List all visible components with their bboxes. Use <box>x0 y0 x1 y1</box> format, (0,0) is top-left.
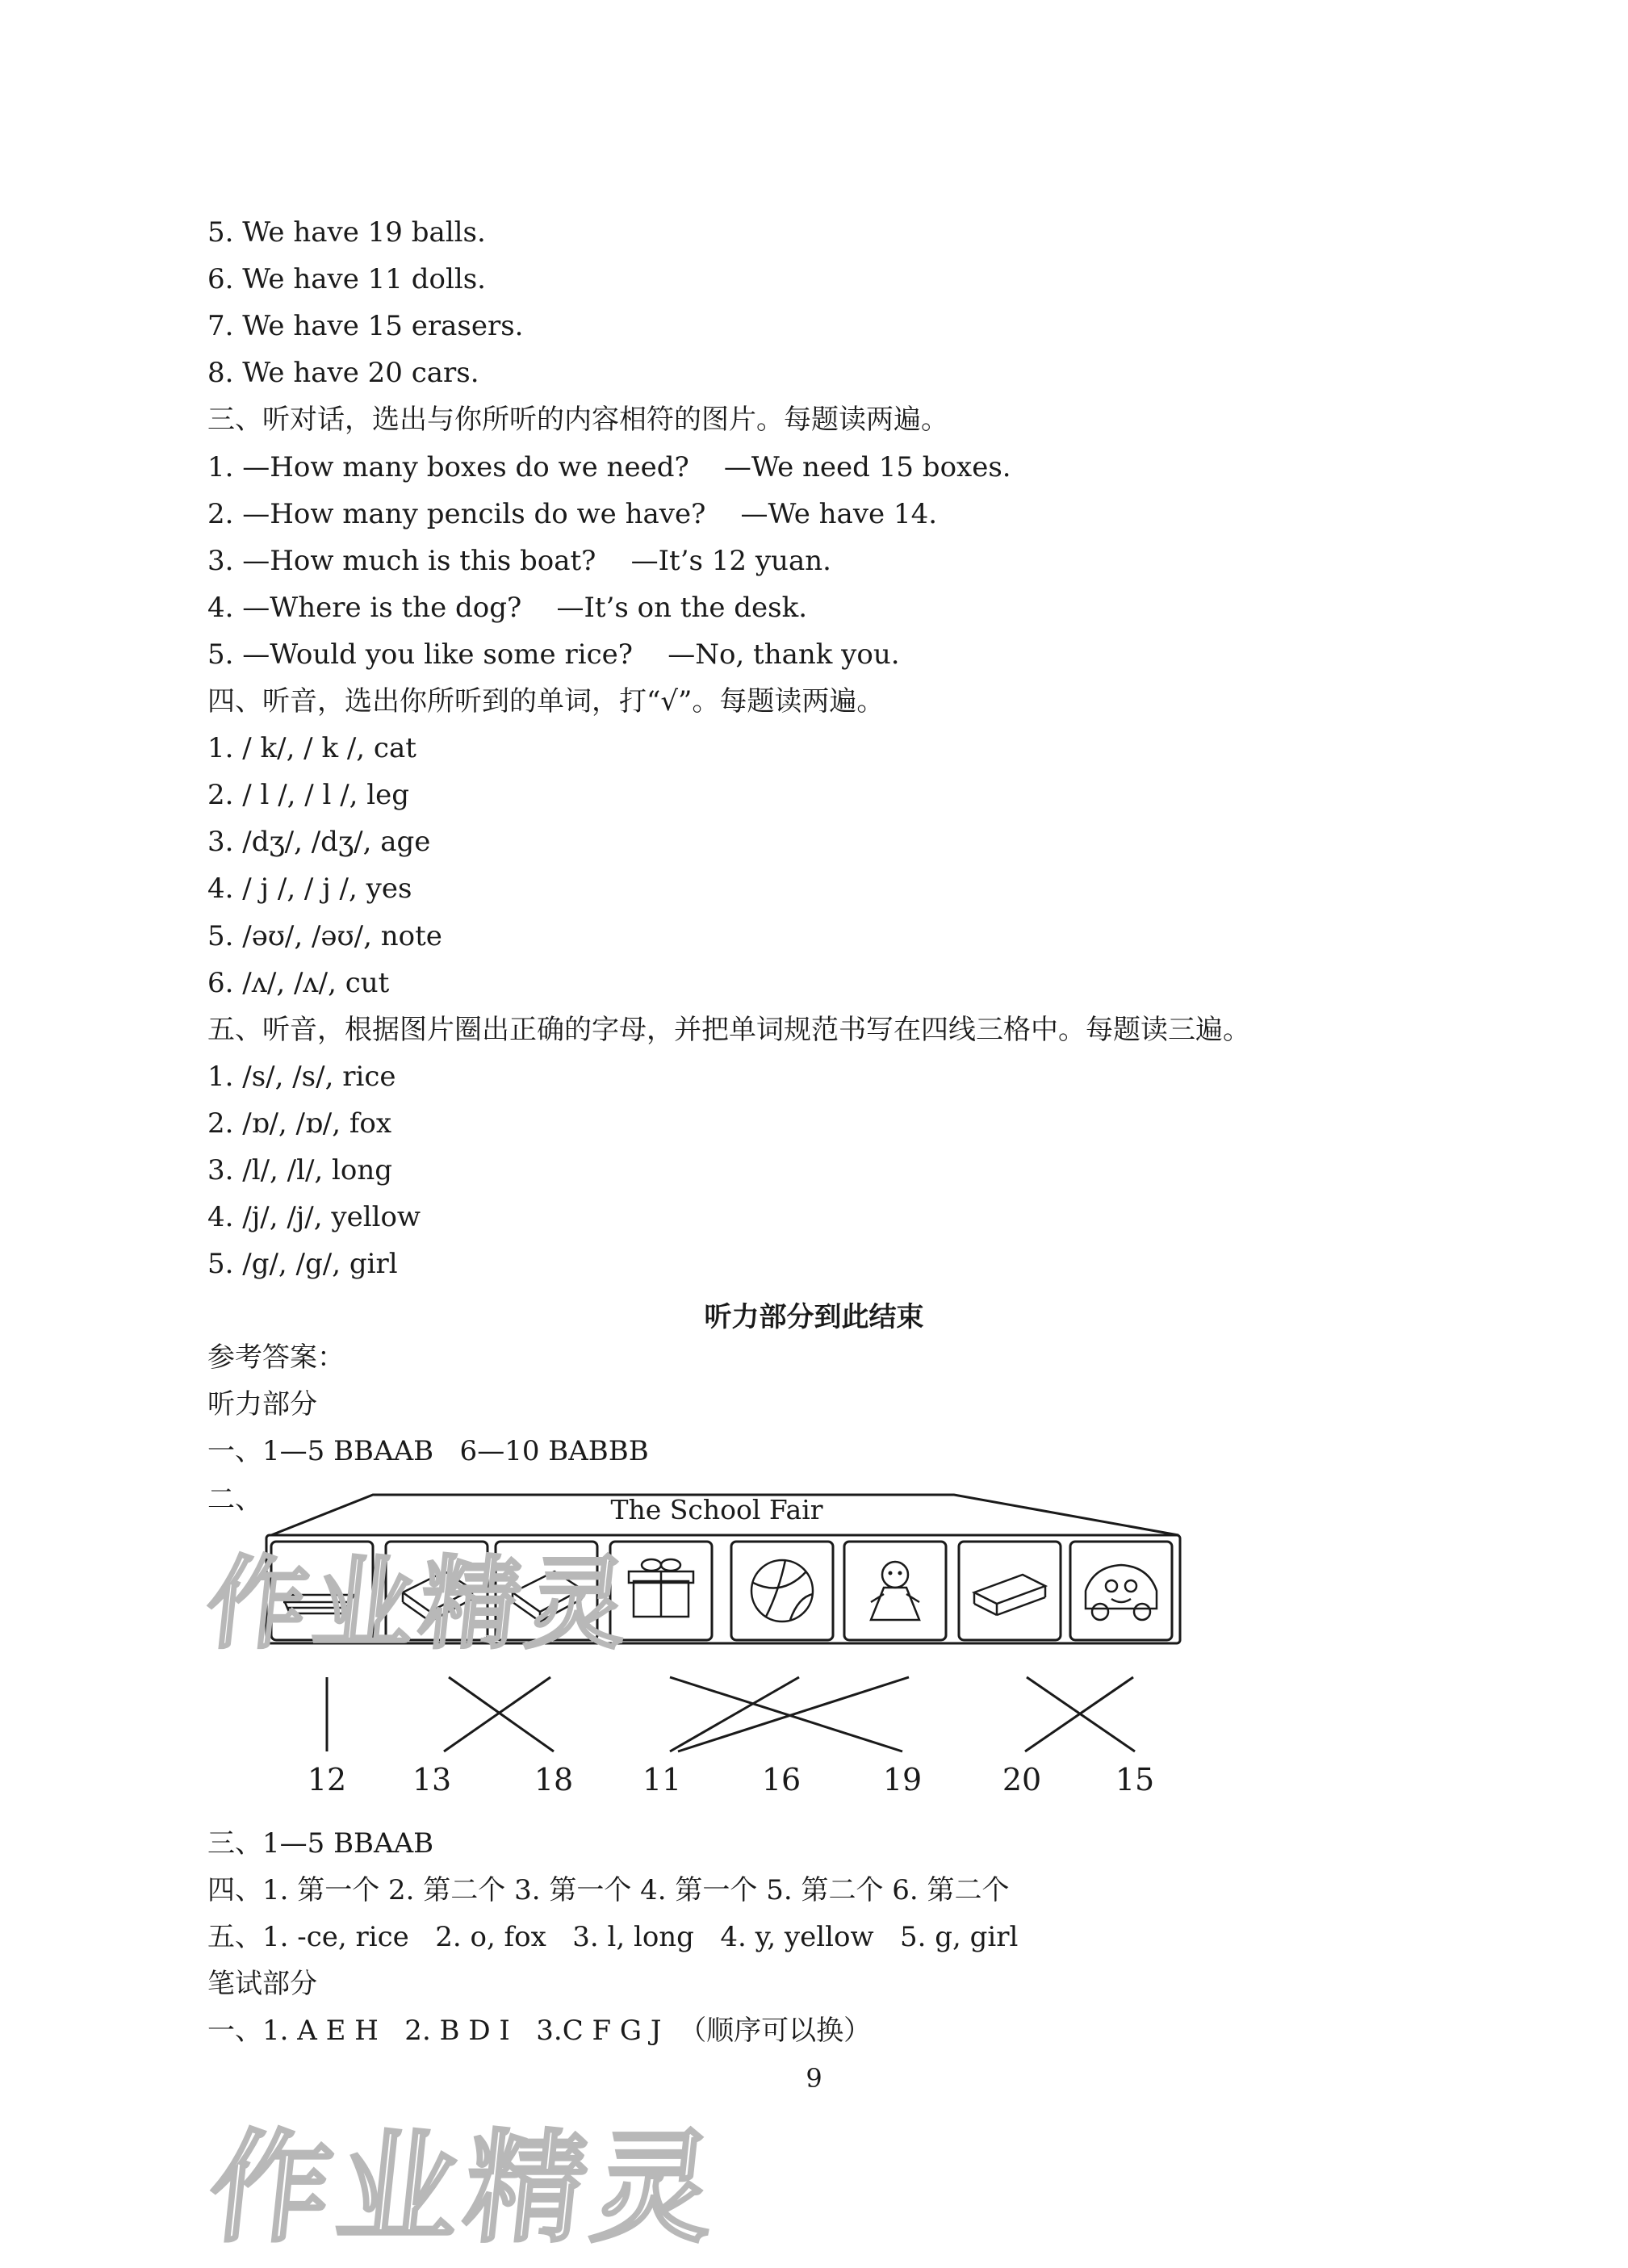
sentence-line: 6. We have 11 dolls. <box>207 263 486 295</box>
phonics-line: 6. /ʌ/, /ʌ/, cut <box>207 967 390 999</box>
match-line-3 <box>444 1677 550 1751</box>
answer-number-6: 19 <box>882 1762 923 1797</box>
car-picture-8 <box>1070 1542 1172 1640</box>
match-line-6 <box>678 1677 909 1751</box>
answer-part-one: 一、1—5 BBAAB 6—10 BABBB <box>207 1435 649 1467</box>
answer-number-1: 12 <box>307 1762 347 1797</box>
phonics-line: 3. /dʒ/, /dʒ/, age <box>207 826 431 858</box>
listening-end-heading: 听力部分到此结束 <box>704 1301 924 1333</box>
dialogue-line: 4. —Where is the dog? —It’s on the desk. <box>207 592 808 624</box>
match-line-2 <box>449 1677 554 1751</box>
written-part-one: 一、1. A E H 2. B D I 3.C F G J （顺序可以换） <box>207 2015 872 2047</box>
figure-title: The School Fair <box>610 1494 823 1525</box>
dialogue-line: 5. —Would you like some rice? —No, thank you. <box>207 638 900 671</box>
answers-heading: 参考答案： <box>207 1341 345 1374</box>
dialogue-line: 2. —How many pencils do we have? —We have 14. <box>207 498 938 530</box>
match-line-5 <box>670 1677 799 1751</box>
sentence-line: 5. We have 19 balls. <box>207 216 486 249</box>
answer-number-8: 15 <box>1115 1762 1155 1797</box>
sentence-line: 7. We have 15 erasers. <box>207 310 524 342</box>
phonics-line: 2. /ɒ/, /ɒ/, fox <box>207 1107 392 1140</box>
answer-part-four: 四、1. 第一个 2. 第二个 3. 第一个 4. 第一个 5. 第二个 6. 第二个 <box>207 1874 1010 1906</box>
section-five-heading: 五、听音，根据图片圈出正确的字母，并把单词规范书写在四线三格中。每题读三遍。 <box>207 1014 1250 1046</box>
doll-picture-6 <box>844 1542 946 1640</box>
answer-part-two-label: 二、 <box>207 1483 262 1516</box>
dialogue-line: 3. —How much is this boat? —It’s 12 yuan. <box>207 545 831 577</box>
phonics-line: 3. /l/, /l/, long <box>207 1154 393 1186</box>
answer-number-7: 20 <box>1002 1762 1042 1797</box>
written-part-title: 笔试部分 <box>207 1968 317 2000</box>
phonics-line: 5. /əʊ/, /əʊ/, note <box>207 920 442 952</box>
listening-part-title: 听力部分 <box>207 1388 317 1421</box>
match-line-4 <box>670 1677 902 1751</box>
answer-number-4: 11 <box>642 1762 682 1797</box>
section-four-heading: 四、听音，选出你所听到的单词，打“√”。每题读两遍。 <box>207 685 885 718</box>
answer-part-five: 五、1. -ce, rice 2. o, fox 3. l, long 4. y, yellow 5. g, girl <box>207 1921 1019 1953</box>
sentence-line: 8. We have 20 cars. <box>207 357 479 389</box>
watermark-bottom: 作业精灵 <box>203 2119 728 2259</box>
dialogue-line: 1. —How many boxes do we need? —We need 15 boxes. <box>207 451 1011 483</box>
phonics-line: 4. /j/, /j/, yellow <box>207 1201 421 1233</box>
page-number: 9 <box>806 2063 822 2094</box>
answer-number-3: 18 <box>534 1762 574 1797</box>
phonics-line: 1. / k/, / k /, cat <box>207 732 416 764</box>
eraser-picture-7 <box>959 1542 1061 1640</box>
phonics-line: 2. / l /, / l /, leg <box>207 779 410 811</box>
phonics-line: 5. /g/, /g/, girl <box>207 1248 398 1280</box>
watermark-top: 作业精灵 <box>201 1546 640 1663</box>
answer-number-2: 13 <box>412 1762 452 1797</box>
phonics-line: 1. /s/, /s/, rice <box>207 1061 396 1093</box>
phonics-line: 4. / j /, / j /, yes <box>207 872 412 905</box>
ball-picture-5 <box>731 1542 833 1640</box>
answer-part-three: 三、1—5 BBAAB <box>207 1827 434 1860</box>
section-three-heading: 三、听对话，选出与你所听的内容相符的图片。每题读两遍。 <box>207 404 948 436</box>
answer-number-5: 16 <box>761 1762 801 1797</box>
matching-lines <box>327 1677 1135 1751</box>
